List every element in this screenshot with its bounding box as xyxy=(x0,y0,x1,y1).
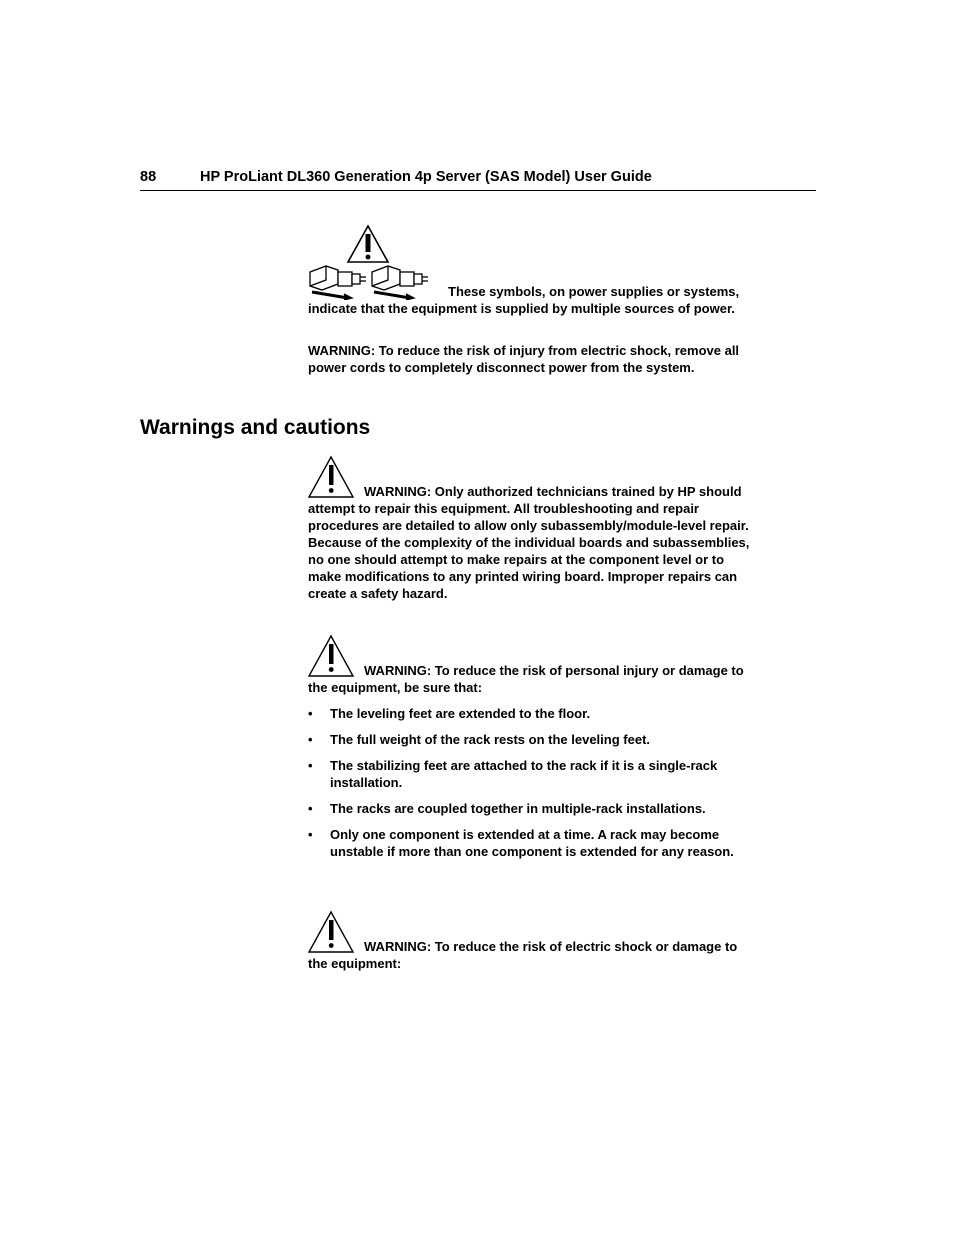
warning-triangle-icon xyxy=(348,226,388,262)
page-number: 88 xyxy=(140,169,157,185)
list-item: • The racks are coupled together in multiple-rack installations. xyxy=(308,801,706,816)
list-item: • The full weight of the rack rests on the leveling feet. xyxy=(308,732,651,747)
list-item: • Only one component is extended at a time. A rack may become unstable if more than one component is extended for any reason. xyxy=(308,827,734,859)
symbols-note: These symbols, on power supplies or systems, indicate that the equipment is supplied by multiple sources of power. xyxy=(308,284,740,316)
power-warning: WARNING: To reduce the risk of injury from electric shock, remove all power cords to completely disconnect power from the system. xyxy=(308,343,740,375)
rack-safety-list xyxy=(308,705,760,869)
document-title: HP ProLiant DL360 Generation 4p Server (SAS Model) User Guide xyxy=(200,169,652,185)
running-header xyxy=(140,168,816,191)
technicians-warning: WARNING: Only authorized technicians trained by HP should attempt to repair this equipment. All troubleshooting and repair procedures are detailed to allow only subassembly/module-level repair. Because of the complexity of the individual boards and subassemblies, no one should attempt to make repairs at the component level or to make modifications to any printed wiring board. Improper repairs can create a safety hazard. xyxy=(308,484,750,601)
list-item: • The stabilizing feet are attached to the rack if it is a single-rack installation. xyxy=(308,758,718,790)
shock-warning: WARNING: To reduce the risk of electric shock or damage to the equipment: xyxy=(308,939,738,971)
injury-warning: WARNING: To reduce the risk of personal injury or damage to the equipment, be sure that: xyxy=(308,663,744,695)
section-heading: Warnings and cautions xyxy=(140,416,371,439)
list-item: • The leveling feet are extended to the floor. xyxy=(308,706,591,721)
